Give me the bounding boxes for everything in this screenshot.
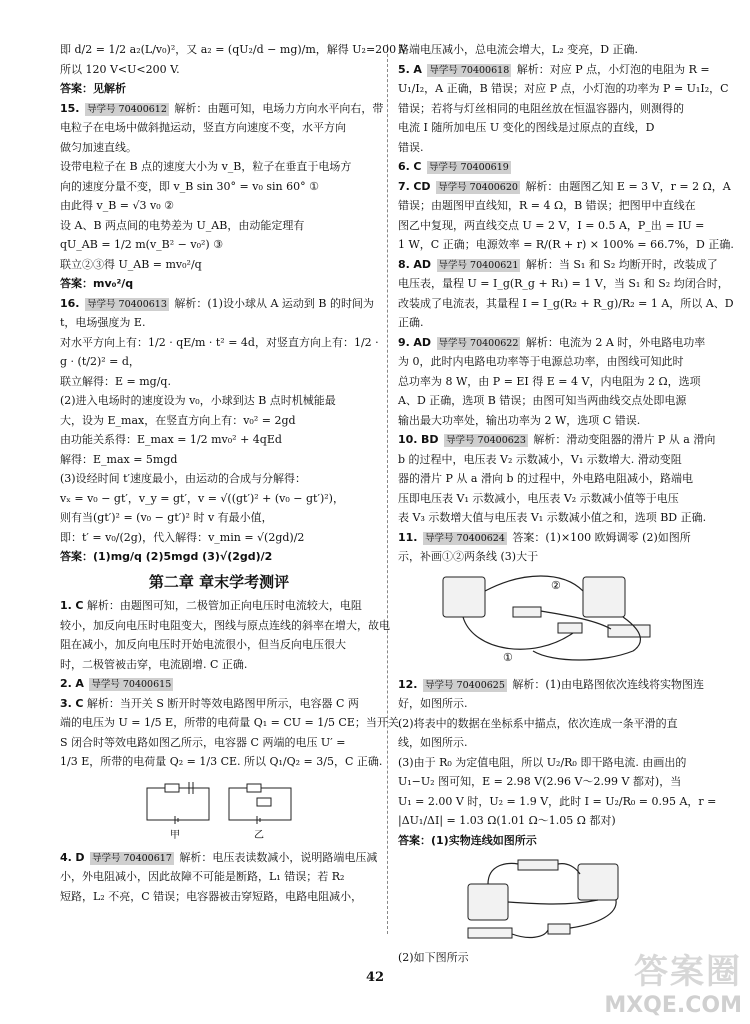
question-answer: A bbox=[75, 677, 84, 690]
question-answer: BD bbox=[421, 433, 439, 446]
question-answer: A bbox=[413, 62, 422, 76]
text-line: 解析：当 S₁ 和 S₂ 均断开时，改装成了 bbox=[525, 257, 718, 271]
physical-wiring-figure bbox=[448, 854, 648, 944]
question-answer: AD bbox=[413, 335, 431, 349]
text-line: 解析：由题图可知，二极管加正向电压时电流较大，电阻 bbox=[86, 599, 362, 612]
text-line: (2)将表中的数据在坐标系中描点，依次连成一条平滑的直 bbox=[398, 716, 678, 730]
question-11-head bbox=[398, 528, 698, 548]
meter-wiring-figure bbox=[433, 571, 663, 671]
column-divider bbox=[387, 44, 388, 934]
guide-tag: 导学号 70400624 bbox=[425, 532, 505, 544]
text-line: 即：t′ = v₀/(2g)，代入解得：v_min = √(2gd)/2 bbox=[60, 530, 305, 544]
text-line: 所以 120 V<U<200 V. bbox=[60, 62, 180, 76]
question-number: 11. bbox=[398, 530, 418, 544]
text-line: vₓ = v₀ − gt′，v_y = gt′，v = √((gt′)² + (v₀ − gt′)²)， bbox=[60, 491, 344, 505]
text-line: 则有当(gt′)² = (v₀ − gt′)² 时 v 有最小值， bbox=[60, 511, 273, 524]
guide-tag: 导学号 70400620 bbox=[438, 181, 518, 193]
page-number: 42 bbox=[365, 970, 385, 985]
text-line: 器的滑片 P 从 a 滑向 b 的过程中，外电路电阻减小，路端电 bbox=[398, 472, 693, 485]
text-line: 输出最大功率处，输出功率为 2 W，选项 C 错误. bbox=[398, 413, 641, 427]
question-answer: AD bbox=[413, 257, 431, 271]
wire-label-2: ② bbox=[551, 578, 561, 592]
question-number: 2. bbox=[60, 677, 72, 690]
question-number: 6. bbox=[398, 160, 410, 173]
text-line: 路端电压减小，总电流会增大，L₂ 变亮，D 正确. bbox=[398, 43, 639, 56]
circuit-figure-jia-yi bbox=[139, 776, 299, 844]
answer-line: 答案：(1)mg/q (2)5mgd (3)√(2gd)/2 bbox=[60, 550, 273, 563]
text-line: 解得：E_max = 5mgd bbox=[60, 452, 178, 466]
text-line: 大，设为 E_max，在竖直方向上有：v₀² = 2gd bbox=[60, 413, 296, 427]
text-line: A、D 正确，选项 B 错误；由图可知当两曲线交点处即电源 bbox=[398, 394, 687, 407]
question-answer: CD bbox=[413, 179, 431, 193]
question-number: 7. bbox=[398, 179, 410, 193]
text-line: qU_AB = 1/2 m(v_B² − v₀²) ③ bbox=[60, 238, 224, 251]
question-8-head bbox=[398, 255, 718, 275]
text-line: 电压表，量程 U = I_g(R_g + R₁) = 1 V，当 S₁ 和 S₂ 均闭合时， bbox=[398, 277, 729, 290]
resistor-icon bbox=[165, 784, 179, 792]
guide-tag: 导学号 70400613 bbox=[87, 298, 167, 310]
ammeter-icon bbox=[578, 864, 618, 900]
text-line: 正确. bbox=[398, 316, 424, 329]
text-line: 错误；若将与灯丝相同的电阻丝放在恒温容器内，则测得的 bbox=[398, 101, 684, 115]
question-answer: C bbox=[413, 160, 422, 173]
question-number: 12. bbox=[398, 677, 418, 691]
wire-label-1: ① bbox=[503, 650, 513, 664]
text-line: 做匀加速直线。 bbox=[60, 140, 137, 154]
guide-tag: 导学号 70400615 bbox=[91, 679, 172, 690]
text-line: 时，二极管被击穿，电流剧增. C 正确. bbox=[60, 657, 248, 671]
question-answer: D bbox=[75, 850, 85, 864]
question-10-head bbox=[398, 430, 716, 450]
text-line: 小，外电阻减小，因此故障不可能是断路，L₁ 错误；若 R₂ bbox=[60, 870, 345, 883]
text-line: 向的速度分量不变，即 v_B sin 30° = v₀ sin 60° ① bbox=[60, 179, 319, 193]
text-line: b 的过程中，电压表 V₂ 示数减小，V₁ 示数增大. 滑动变阻 bbox=[398, 452, 682, 466]
question-number: 15. bbox=[60, 101, 80, 115]
text-line: 线，如图所示. bbox=[398, 736, 468, 749]
question-9-head bbox=[398, 333, 706, 353]
text-line: (3)设经时间 t′速度最小，由运动的合成与分解得： bbox=[60, 472, 306, 485]
right-column bbox=[398, 40, 734, 968]
text-line: 解析：由题可知，电场力方向水平向右，带 bbox=[174, 101, 384, 115]
question-12-head bbox=[398, 675, 704, 695]
question-number: 8. bbox=[398, 257, 410, 271]
battery-icon bbox=[468, 928, 512, 938]
text-line: 解析：(1)设小球从 A 运动到 B 的时间为 bbox=[174, 296, 374, 310]
text-line: 示，补画①②两条线 (3)大于 bbox=[398, 550, 539, 563]
question-number: 9. bbox=[398, 335, 410, 349]
guide-tag: 导学号 70400612 bbox=[87, 103, 167, 115]
text-line: 为 0，此时内电路电功率等于电源总功率，由图线可知此时 bbox=[398, 355, 684, 368]
text-line: 表 V₃ 示数增大值与电压表 V₁ 示数减小值之和，选项 BD 正确. bbox=[398, 511, 707, 524]
text-line: 对水平方向上有：1/2 · qE/m · t² = 4d，对竖直方向上有：1/2 · bbox=[60, 335, 379, 349]
rheostat-icon bbox=[608, 625, 650, 637]
text-line: 设带电粒子在 B 点的速度大小为 v_B，粒子在垂直于电场方 bbox=[60, 160, 352, 173]
text-line: S 闭合时等效电路如图乙所示，电容器 C 两端的电压 U′ = bbox=[60, 735, 346, 749]
text-line: 好，如图所示. bbox=[398, 697, 468, 710]
text-line: 压即电压表 V₁ 示数减小，电压表 V₂ 示数减小值等于电压 bbox=[398, 491, 679, 505]
battery-icon bbox=[558, 623, 582, 633]
text-line: 电粒子在电场中做斜抛运动，竖直方向速度不变，水平方向 bbox=[60, 121, 346, 134]
question-16-head bbox=[60, 294, 378, 314]
guide-tag: 导学号 70400621 bbox=[438, 259, 519, 271]
text-line: 解析：对应 P 点，小灯泡的电阻为 R = bbox=[516, 62, 710, 76]
guide-tag: 导学号 70400618 bbox=[429, 64, 510, 76]
guide-tag: 导学号 70400619 bbox=[428, 162, 509, 173]
switch-icon bbox=[513, 607, 541, 617]
text-line: 电流 I 随所加电压 U 变化的图线是过原点的直线，D bbox=[398, 121, 655, 134]
question-15-head bbox=[60, 99, 384, 119]
text-line: 1 W，C 正确；电源效率 = R/(R + r) × 100% = 66.7%，D 正确. bbox=[398, 238, 734, 251]
text-line: U₁−U₂ 图可知，E = 2.98 V(2.96 V～2.99 V 都对)，当 bbox=[398, 775, 682, 788]
question-number: 1. bbox=[60, 599, 72, 612]
meter-icon bbox=[583, 577, 625, 617]
text-line: |ΔU₁/ΔI| = 1.03 Ω(1.01 Ω～1.05 Ω 都对) bbox=[398, 814, 616, 827]
text-line: 解析：(1)由电路图依次连线将实物图连 bbox=[512, 677, 704, 691]
question-1-head bbox=[60, 596, 378, 616]
text-line: U₁ = 2.00 V 时，U₂ = 1.9 V，此时 I = U₂/R₀ = 0.95 A，r = bbox=[398, 794, 717, 808]
text-line: 图乙中复现，两直线交点 U = 2 V，I = 0.5 A，P_出 = IU = bbox=[398, 218, 705, 232]
guide-tag: 导学号 70400617 bbox=[91, 852, 172, 864]
text-line: 改装成了电流表，其量程 I = I_g(R₂ + R_g)/R₂ = 1 A，所以 A、D bbox=[398, 296, 734, 310]
guide-tag: 导学号 70400625 bbox=[425, 679, 505, 691]
question-number: 5. bbox=[398, 62, 410, 76]
text-line: t，电场强度为 E. bbox=[60, 316, 146, 329]
question-number: 16. bbox=[60, 296, 80, 310]
rheostat-icon bbox=[518, 860, 558, 870]
figure-label-jia: 甲 bbox=[170, 829, 180, 841]
question-4-head bbox=[60, 848, 378, 868]
switch-icon bbox=[548, 924, 570, 934]
question-number: 3. bbox=[60, 696, 72, 710]
text-line: 总功率为 8 W，由 P = EI 得 E = 4 V，内电阻为 2 Ω，选项 bbox=[398, 374, 701, 388]
question-number: 4. bbox=[60, 850, 72, 864]
guide-tag: 导学号 70400623 bbox=[446, 435, 526, 446]
text-line: 短路，L₂ 不亮，C 错误；电容器被击穿短路，电路电阻减小， bbox=[60, 889, 363, 903]
question-2-head bbox=[60, 674, 378, 694]
answer-line: 答案：mv₀²/q bbox=[60, 277, 134, 290]
watermark-text: 答案圈 bbox=[634, 952, 742, 992]
circuit-jia-loop bbox=[147, 788, 209, 820]
text-line: 联立②③得 U_AB = mv₀²/q bbox=[60, 257, 202, 271]
text-line: (2)进入电场时的速度设为 v₀，小球到达 B 点时机械能最 bbox=[60, 394, 336, 407]
text-line: 答案：(1)×100 欧姆调零 (2)如图所 bbox=[512, 530, 691, 544]
voltmeter-icon bbox=[468, 884, 508, 920]
answer-line: 答案：见解析 bbox=[60, 82, 126, 95]
section-title: 第二章 章末学考测评 bbox=[148, 572, 290, 591]
text-line: g · (t/2)² = d， bbox=[60, 355, 140, 368]
figure-label-yi: 乙 bbox=[254, 829, 264, 841]
text-line: 联立解得：E = mg/q. bbox=[60, 374, 171, 388]
text-line: U₁/I₂，A 正确，B 错误；对应 P 点，小灯泡的功率为 P = U₁I₂，C bbox=[398, 82, 729, 95]
text-line: 解析：电流为 2 A 时，外电路电功率 bbox=[525, 335, 706, 349]
text-line: 阻在减小，加反向电压时开始电流很小，但当反向电压很大 bbox=[60, 638, 346, 651]
text-line: 设 A、B 两点间的电势差为 U_AB，由动能定理有 bbox=[60, 218, 305, 232]
question-5-head bbox=[398, 60, 710, 80]
text-line: 解析：当开关 S 断开时等效电路图甲所示，电容器 C 两 bbox=[86, 696, 359, 710]
text-line: 由功能关系得：E_max = 1/2 mv₀² + 4qEd bbox=[60, 433, 282, 446]
text-line: 端的电压为 U = 1/5 E，所带的电荷量 Q₁ = CU = 1/5 CE；当开关 bbox=[60, 716, 399, 729]
guide-tag: 导学号 70400622 bbox=[438, 337, 519, 349]
watermark-url: MXQE.COM bbox=[604, 993, 742, 1018]
question-answer: C bbox=[75, 696, 84, 710]
question-7-head bbox=[398, 177, 731, 197]
text-line: 解析：由题图乙知 E = 3 V，r = 2 Ω，A bbox=[525, 179, 731, 193]
question-number: 10. bbox=[398, 433, 418, 446]
text-line: 较小，加反向电压时电阻变大，图线与原点连线的斜率在增大，故电 bbox=[60, 618, 390, 632]
answer-line: 答案：(1)实物连线如图所示 bbox=[398, 833, 537, 847]
text-line: (2)如下图所示 bbox=[398, 951, 469, 964]
question-3-head bbox=[60, 694, 378, 714]
multimeter-icon bbox=[443, 577, 485, 617]
text-line: 由此得 v_B = √3 v₀ ② bbox=[60, 199, 174, 212]
text-line: 1/3 E，所带的电荷量 Q₂ = 1/3 CE. 所以 Q₁/Q₂ = 3/5，C 正确. bbox=[60, 755, 383, 768]
text-line: 错误. bbox=[398, 140, 424, 154]
question-6-head bbox=[398, 157, 698, 177]
text-line: 错误；由题图甲直线知，R = 4 Ω，B 错误；把图甲中直线在 bbox=[398, 199, 696, 212]
question-answer: C bbox=[75, 599, 84, 612]
text-line: 解析：滑动变阻器的滑片 P 从 a 滑向 bbox=[533, 433, 716, 446]
text-line: 解析：电压表读数减小，说明路端电压减 bbox=[179, 850, 378, 864]
watermark bbox=[604, 944, 742, 1018]
text-line: 即 d/2 = 1/2 a₂(L/v₀)²，又 a₂ = (qU₂/d − mg)/m，解得 U₂=200 V bbox=[60, 43, 408, 56]
text-line: (3)由于 R₀ 为定值电阻，所以 U₂/R₀ 即干路电流. 由画出的 bbox=[398, 755, 687, 769]
